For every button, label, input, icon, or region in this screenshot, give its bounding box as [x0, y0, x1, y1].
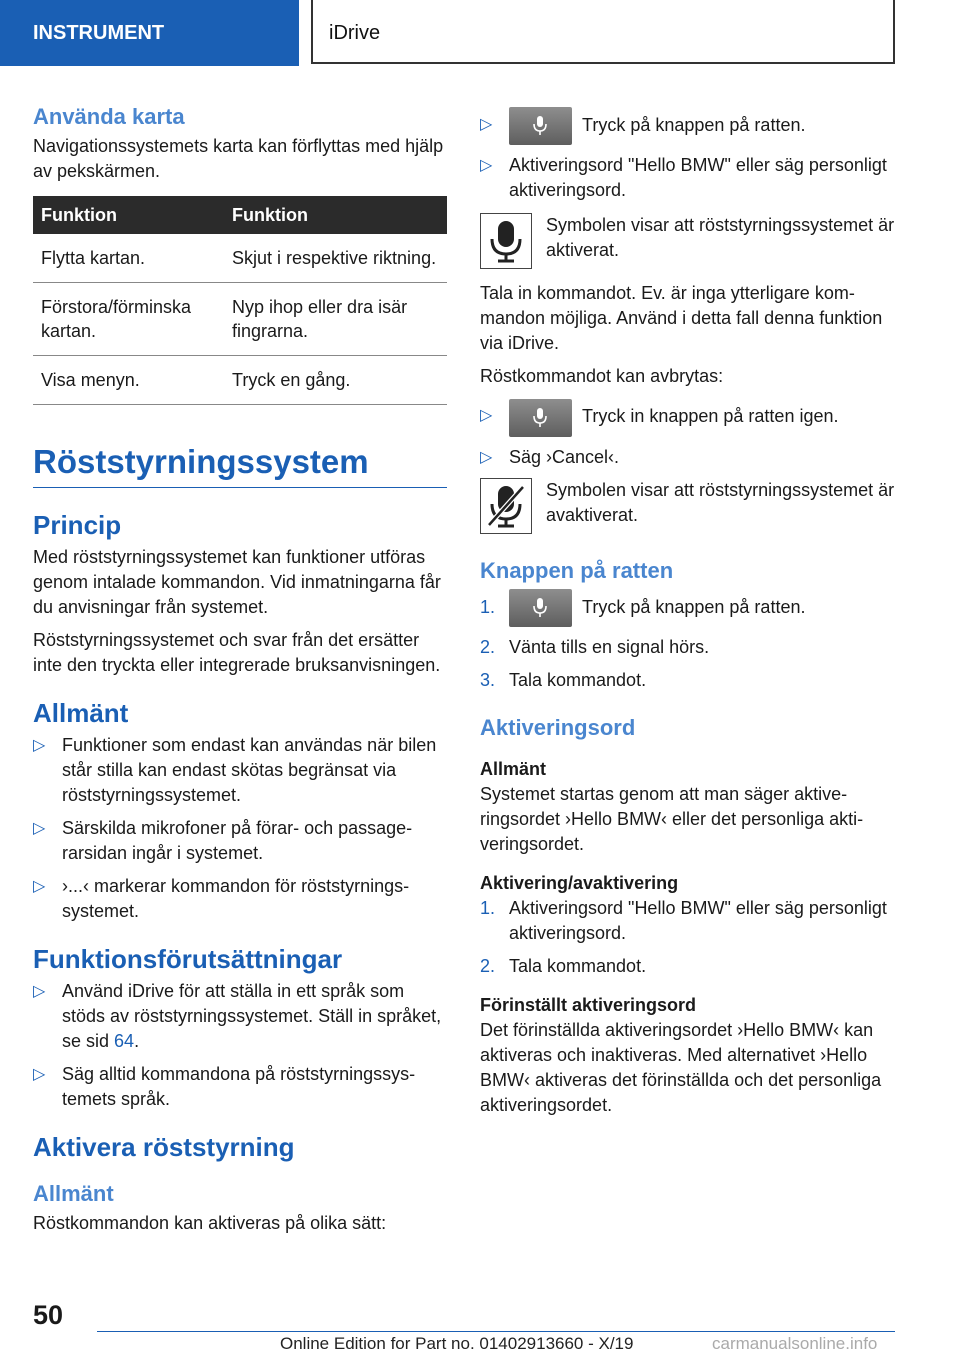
- right-column: [480, 106, 896, 1126]
- map-heading: Använda karta: [33, 104, 185, 129]
- triangle-bullet-icon: ▷: [480, 116, 493, 133]
- forinstallt-text: Det förinställda aktiveringsordet ›Hello BMW‹ kan aktiveras och inaktiveras. Med alternativet ›Hello BMW‹ aktiveras det förinställda och det personliga aktiveringsordet.: [480, 1019, 882, 1115]
- forinstallt-heading: Förinställt aktiveringsord: [480, 994, 697, 1015]
- symbol-inactive-text: Symbolen visar att röststyrningssystemet är avaktiverat.: [546, 479, 895, 525]
- left-column: [33, 96, 447, 1244]
- table-header: Funktion: [224, 196, 447, 234]
- table-cell: Skjut i respektive riktning.: [224, 234, 447, 283]
- triangle-bullet-icon: ▷: [33, 737, 46, 754]
- aktivera-subheading: Allmänt: [33, 1181, 114, 1206]
- triangle-bullet-icon: ▷: [480, 448, 493, 466]
- forutsattningar-list: [33, 979, 447, 1112]
- symbol-inactive-row: [480, 478, 896, 534]
- activate-list: [480, 106, 896, 203]
- knappen-steps: [480, 588, 896, 693]
- list-item: 2. Tala kommandot.: [480, 954, 896, 979]
- princip-heading: Princip: [33, 510, 122, 540]
- triangle-bullet-icon: ▷: [480, 407, 493, 425]
- chapter-tab: iDrive: [311, 0, 895, 64]
- triangle-bullet-icon: ▷: [33, 820, 46, 837]
- symbol-active-row: [480, 213, 896, 269]
- list-item: ▷ Säg alltid kommandona på röststyrningssystemets språk.: [33, 1064, 416, 1109]
- aktiveringsord-allmant-text: Systemet startas genom att man säger aktiveringsordet ›Hello BMW‹ eller det personliga aktiveringsordet.: [480, 783, 864, 854]
- step-number: 3.: [480, 669, 496, 690]
- allmant-heading: Allmänt: [33, 698, 129, 728]
- page-header: [0, 0, 960, 66]
- triangle-bullet-icon: ▷: [33, 983, 46, 1000]
- table-row: [33, 356, 447, 405]
- table-cell: Tryck en gång.: [224, 356, 447, 405]
- table-row: [33, 234, 447, 283]
- aktiveringsord-heading: Aktiveringsord: [480, 714, 636, 740]
- cancel-intro: Röstkommandot kan avbrytas:: [480, 366, 724, 387]
- footer-divider: [97, 1331, 895, 1332]
- allmant-list: [33, 733, 447, 924]
- table-row: [33, 283, 447, 356]
- list-item: ▷ Säg ›Cancel‹.: [480, 445, 896, 470]
- footer-edition: Online Edition for Part no. 01402913660 - X/19: [280, 1334, 634, 1353]
- microphone-active-icon: [480, 213, 532, 269]
- page-number: 50: [33, 1300, 64, 1330]
- microphone-muted-icon: [480, 478, 532, 534]
- map-intro: Navigationssystemets karta kan förflyttas med hjälp av pekskärmen.: [33, 136, 444, 181]
- table-header-row: [33, 196, 447, 234]
- forutsattningar-heading: Funktionsförutsättningar: [33, 944, 343, 974]
- voice-button-image: [509, 107, 572, 145]
- list-item: 3. Tala kommandot.: [480, 668, 896, 693]
- aktiveringsord-allmant-heading: Allmänt: [480, 758, 547, 779]
- table-cell: Visa menyn.: [33, 356, 224, 405]
- list-item: ▷ Funktioner som endast kan användas när bilen står stilla kan endast skötas begränsat via röststyrningssystemet.: [33, 735, 437, 805]
- aktivering-heading: Aktivering/avaktivering: [480, 872, 679, 893]
- triangle-bullet-icon: ▷: [480, 157, 493, 175]
- step-number: 1.: [480, 596, 496, 617]
- speak-text: Tala in kommandot. Ev. är inga ytterligare kommandon möjliga. Använd i detta fall denna funktion via iDrive.: [480, 283, 883, 354]
- princip-paragraph-2: Röststyrningssystemet och svar från det ersätter inte den tryckta eller integrerade bruksanvisningen.: [33, 630, 441, 675]
- triangle-bullet-icon: ▷: [33, 878, 46, 895]
- section-tab: INSTRUMENT: [0, 0, 299, 66]
- aktivera-text: Röstkommandon kan aktiveras på olika sätt:: [33, 1213, 387, 1233]
- table-cell: Förstora/förminska kartan.: [33, 283, 224, 356]
- list-item: ▷ Särskilda mikrofoner på förar- och passagerarsidan ingår i systemet.: [33, 818, 413, 863]
- aktivera-heading: Aktivera röststyrning: [33, 1132, 295, 1162]
- page-link[interactable]: 64: [114, 1031, 135, 1051]
- list-item: ▷ Tryck in knappen på ratten igen.: [480, 397, 896, 436]
- symbol-active-text: Symbolen visar att röststyrningssystemet är aktiverat.: [546, 215, 895, 261]
- step-number: 2.: [480, 636, 496, 657]
- table-cell: Nyp ihop eller dra isär fingrarna.: [224, 283, 447, 356]
- list-item: ▷ Aktiveringsord "Hello BMW" eller säg personligt aktiveringsord.: [480, 155, 887, 201]
- table-header: Funktion: [33, 196, 224, 234]
- list-item: ▷ Tryck på knappen på ratten.: [480, 106, 896, 145]
- list-item: 1. Aktiveringsord "Hello BMW" eller säg personligt aktiveringsord.: [480, 897, 887, 943]
- list-item: ▷ ›...‹ markerar kommandon för röststyrningssystemet.: [33, 876, 410, 921]
- triangle-bullet-icon: ▷: [33, 1066, 46, 1083]
- step-number: 1.: [480, 897, 496, 918]
- step-number: 2.: [480, 955, 496, 976]
- aktivering-steps: [480, 896, 896, 979]
- list-item: 2. Vänta tills en signal hörs.: [480, 635, 896, 660]
- knappen-heading: Knappen på ratten: [480, 557, 674, 583]
- watermark: carmanualsonline.info: [712, 1334, 878, 1353]
- voice-button-image: [509, 399, 572, 437]
- princip-paragraph-1: Med röststyrningssystemet kan funktioner utföras genom intalade kommandon. Vid inmatningarna får du anvisningar från systemet.: [33, 547, 441, 617]
- table-cell: Flytta kartan.: [33, 234, 224, 283]
- cancel-list: [480, 397, 896, 469]
- chapter-title: Röststyrningssystem: [33, 443, 447, 488]
- function-table: [33, 196, 447, 405]
- list-item: ▷ Använd iDrive för att ställa in ett språk som stöds av röststyrningssystemet. Ställ in språket, se sid 64.: [33, 981, 442, 1051]
- voice-button-image: [509, 589, 572, 627]
- list-item: 1. Tryck på knappen på ratten.: [480, 588, 896, 627]
